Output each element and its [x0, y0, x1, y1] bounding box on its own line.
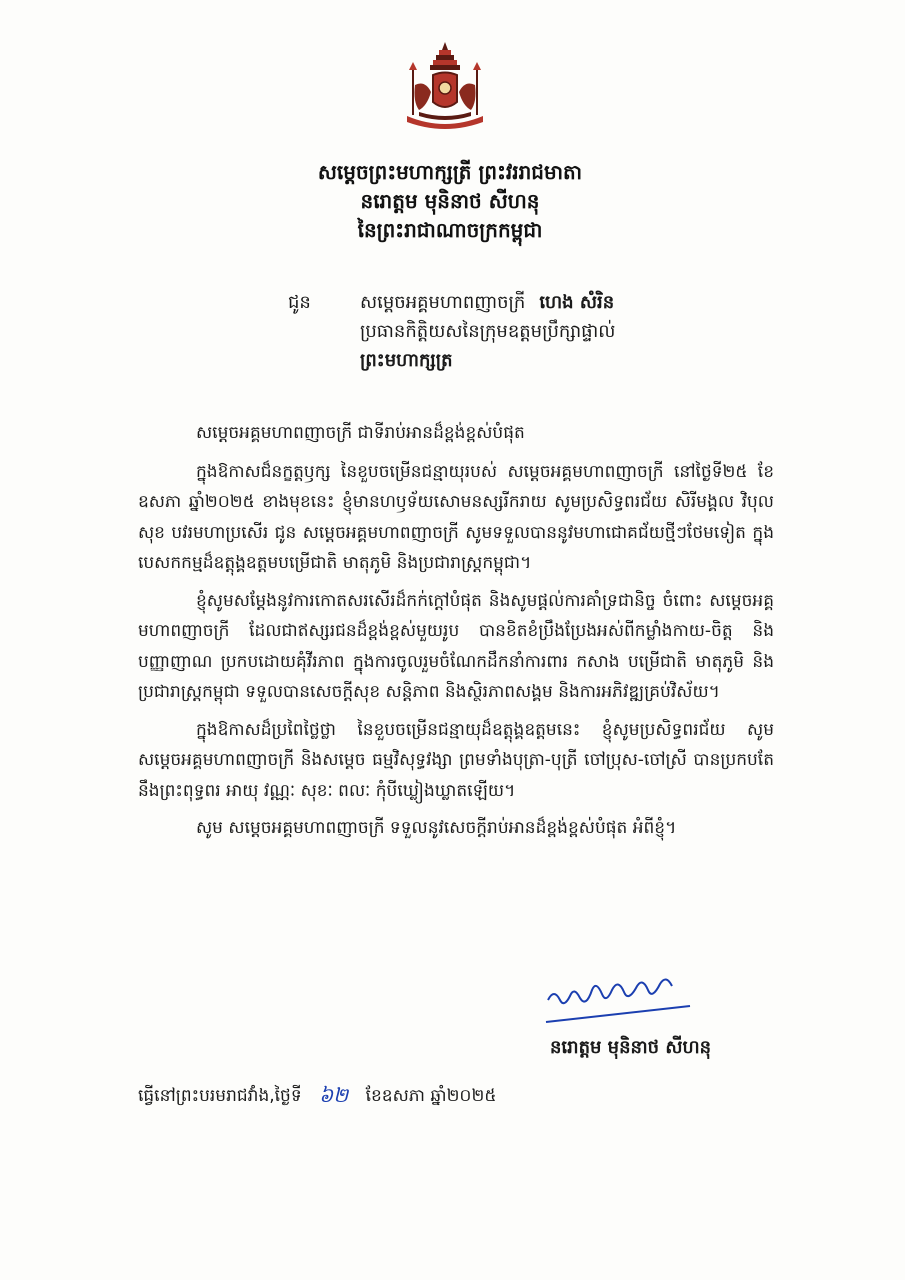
date-prefix: ធ្វើនៅព្រះបរមរាជវាំង,ថ្ងៃទី — [138, 1085, 302, 1106]
sender-title-line: សម្ដេចព្រះមហាក្សត្រី ព្រះវររាជមាតា — [317, 160, 583, 184]
paragraph-3: ក្នុងឱកាសដ៏ប្រពៃថ្លៃថ្លា នៃខួបចម្រើនជន្មាយុដ៏ឧត្តុង្គឧត្តមនេះ ខ្ញុំសូមប្រសិទ្ធពរជ័យ សូម សម្ដេចអគ្គមហាពញាចក្រី និងសម្ដេច ធម្មវិសុទ្ធវង្សា ព្រមទាំងបុត្រា-បុត្រី ចៅប្រុស-ចៅស្រី បានប្រកបតែនឹងព្រះពុទ្ធពរ អាយុ វណ្ណៈ សុខៈ ពលៈ កុំបីឃ្លៀងឃ្លាតឡើយ។ — [138, 719, 774, 801]
sender-name-line: នរោត្តម មុនិនាថ សីហនុ — [360, 189, 540, 213]
date-suffix: ខែឧសភា ឆ្នាំ២០២៥ — [365, 1085, 497, 1106]
to-label: ជូន — [288, 292, 311, 313]
recipient-office: ព្រះមហាក្សត្រ — [360, 350, 453, 371]
sender-kingdom-line: នៃព្រះរាជាណាចក្រកម្ពុជា — [357, 218, 543, 242]
paragraph-4: សូម សម្ដេចអគ្គមហាពញាចក្រី ទទួលនូវសេចក្ដីរាប់អានដ៏ខ្ពង់ខ្ពស់បំផុត អំពីខ្ញុំ។ — [196, 818, 677, 838]
handwritten-signature — [540, 960, 695, 1030]
sender-block — [250, 158, 650, 245]
recipient-name: ហេង សំរិន — [539, 292, 615, 313]
royal-emblem-icon — [395, 40, 495, 135]
signer-name: នរោត្តម មុនិនាថ សីហនុ — [550, 1037, 712, 1058]
paragraph-2: ខ្ញុំសូមសម្ដែងនូវការកោតសរសើរដ៏កក់ក្ដៅបំផុត និងសូមផ្ដល់ការគាំទ្រជានិច្ច ចំពោះ សម្ដេចអគ្គមហាពញាចក្រី ដែលជាឥស្សរជនដ៏ខ្ពង់ខ្ពស់មួយរូប បានខិតខំប្រឹងប្រែងអស់ពីកម្លាំងកាយ-ចិត្ត និងបញ្ញាញាណ ប្រកបដោយគុំវីរភាព ក្នុងការចូលរួមចំណែកដឹកនាំការពារ កសាង បម្រើជាតិ មាតុភូមិ និងប្រជារាស្ត្រកម្ពុជា ទទួលបានសេចក្ដីសុខ សន្តិភាព និងស្ថិរភាពសង្គម និងការអភិវឌ្ឍគ្រប់វិស័យ។ — [138, 590, 774, 702]
date-day-handwritten: ៦២ — [318, 1083, 349, 1107]
paragraph-1: ក្នុងឱកាសជ៏នក្ខត្តឫក្ស នៃខួបចម្រើនជន្មាយុរបស់ សម្ដេចអគ្គមហាពញាចក្រី នៅថ្ងៃទី២៥ ខែឧសភា ឆ្នាំ២០២៥ ខាងមុខនេះ ខ្ញុំមានហឫទ័យសោមនស្សរីករាយ សូមប្រសិទ្ធពរជ័យ សិរីមង្គល វិបុលសុខ បវរមហាប្រសើរ ជូន សម្ដេចអគ្គមហាពញាចក្រី សូមទទួលបាននូវមហាជោគជ័យថ្មីៗថែមទៀត ក្នុងបេសកកម្មដ៏ឧត្តុង្គឧត្តមបម្រើជាតិ មាតុភូមិ និងប្រជារាស្ត្រកម្ពុជា។ — [138, 461, 774, 573]
letter-body — [138, 418, 774, 851]
date-line — [138, 1082, 778, 1112]
recipient-block — [288, 288, 758, 375]
recipient-title: សម្ដេចអគ្គមហាពញាចក្រី — [360, 292, 526, 313]
recipient-position: ប្រធានកិត្តិយសនៃក្រុមឧត្តមប្រឹក្សាផ្ទាល់ — [360, 321, 616, 342]
greeting: សម្ដេចអគ្គមហាពញាចក្រី ជាទីរាប់អានដ៏ខ្ពង់ខ្ពស់បំផុត — [196, 423, 525, 443]
